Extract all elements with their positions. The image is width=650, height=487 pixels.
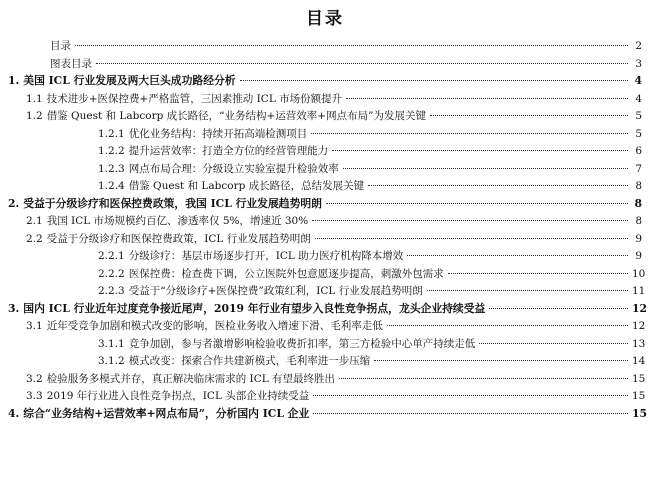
toc-entry[interactable] <box>98 283 646 299</box>
entry-page-number: 2 <box>635 40 642 52</box>
entry-text: 我国 ICL 市场规模约百亿、渗透率仅 5%，增速近 30% <box>46 215 309 227</box>
dot-leader <box>312 220 628 221</box>
entry-page-number: 15 <box>632 390 646 402</box>
toc-entry[interactable] <box>98 266 646 282</box>
toc-entry[interactable] <box>98 248 642 264</box>
toc-entry[interactable] <box>98 161 642 177</box>
entry-page-number: 9 <box>635 250 642 262</box>
entry-text: 技术进步+医保控费+严格监管，三因素推动 ICL 市场份额提升 <box>46 92 343 105</box>
entry-number: 1.2.1 <box>98 127 125 140</box>
dot-leader <box>311 133 628 134</box>
entry-number: 1.2.3 <box>98 162 125 175</box>
dot-leader <box>96 63 628 64</box>
entry-text: 借鉴 Quest 和 Labcorp 成长路径，“业务结构+运营效率+网点布局”为发展关键 <box>46 110 426 122</box>
entry-page-number: 14 <box>632 355 646 367</box>
entry-number: 2.2 <box>26 232 43 245</box>
entry-text: 竞争加剧，参与者激增影响检验收费折扣率，第三方检验中心单产持续走低 <box>128 337 476 350</box>
entry-number: 2.2.2 <box>98 267 125 280</box>
dot-leader <box>368 185 628 186</box>
toc-entry[interactable] <box>98 178 642 194</box>
toc-entry[interactable] <box>26 231 642 247</box>
entry-number: 3.1.1 <box>98 337 125 350</box>
entry-text: 检验服务多模式并存，真正解决临床需求的 ICL 有望最终胜出 <box>46 372 336 385</box>
entry-page-number: 5 <box>635 127 642 140</box>
toc-entry[interactable] <box>46 56 642 72</box>
toc-entry[interactable] <box>26 371 646 387</box>
entry-page-number: 12 <box>632 301 648 315</box>
entry-page-number: 4 <box>634 74 642 87</box>
entry-text: 受益于分级诊疗和医保控费政策，ICL 行业发展趋势明朗 <box>46 232 311 245</box>
toc-entry[interactable] <box>46 38 642 54</box>
entry-text: 图表目录 <box>50 57 92 70</box>
dot-leader <box>430 115 628 116</box>
dot-leader <box>427 290 628 291</box>
entry-page-number: 8 <box>634 196 642 210</box>
toc-entry[interactable] <box>98 143 642 159</box>
dot-leader <box>339 378 628 379</box>
toc-entry[interactable] <box>8 301 648 317</box>
entry-page-number: 7 <box>635 162 642 175</box>
entry-page-number: 3 <box>635 57 642 70</box>
dot-leader <box>448 273 628 274</box>
dot-leader <box>479 343 628 344</box>
dot-leader <box>343 168 628 169</box>
toc-entry[interactable] <box>26 318 646 334</box>
entry-page-number: 15 <box>632 372 646 385</box>
entry-number: 1.2 <box>26 110 43 122</box>
entry-text: 提升运营效率：打造全方位的经营管理能力 <box>128 145 329 157</box>
entry-page-number: 5 <box>635 110 642 122</box>
entry-text: 近年受竞争加剧和模式改变的影响，医检业务收入增速下滑、毛利率走低 <box>46 320 383 332</box>
entry-text: 网点布局合理：分级设立实验室提升检验效率 <box>128 162 339 175</box>
toc-entry[interactable] <box>26 91 642 107</box>
toc-entry[interactable] <box>8 196 642 212</box>
entry-number: 1.1 <box>26 92 43 105</box>
toc-entry[interactable] <box>98 336 646 352</box>
dot-leader <box>315 238 628 239</box>
dot-leader <box>313 395 628 396</box>
toc-entry[interactable] <box>26 388 646 404</box>
entry-page-number: 8 <box>635 215 642 227</box>
entry-page-number: 12 <box>632 320 646 332</box>
entry-page-number: 10 <box>632 267 646 280</box>
dot-leader <box>240 80 628 81</box>
dot-leader <box>326 203 628 204</box>
entry-text: 借鉴 Quest 和 Labcorp 成长路径，总结发展关键 <box>128 180 365 192</box>
toc-entry[interactable] <box>98 353 646 369</box>
entry-text: 受益于“分级诊疗+医保控费”政策红利，ICL 行业发展趋势明朗 <box>128 285 423 297</box>
entry-page-number: 4 <box>635 92 642 105</box>
entry-text: 国内 ICL 行业近年过度竞争接近尾声，2019 年行业有望步入良性竞争拐点，龙头企业持续受益 <box>23 301 486 315</box>
toc-entry[interactable] <box>26 213 642 229</box>
entry-number: 1.2.4 <box>98 180 125 192</box>
toc-entry[interactable] <box>26 108 642 124</box>
entry-number: 1.2.2 <box>98 145 125 157</box>
dot-leader <box>313 413 628 414</box>
toc-entry[interactable] <box>8 406 648 422</box>
entry-page-number: 8 <box>635 180 642 192</box>
dot-leader <box>374 360 628 361</box>
entry-text: 综合“业务结构+运营效率+网点布局”，分析国内 ICL 企业 <box>23 406 310 420</box>
page-title: 目录 <box>306 9 344 29</box>
entry-text: 医保控费：检查费下调，公立医院外包意愿逐步提高，刺激外包需求 <box>128 267 444 280</box>
entry-number: 3. <box>8 301 20 315</box>
dot-leader <box>332 150 628 151</box>
dot-leader <box>489 308 628 309</box>
dot-leader <box>387 325 628 326</box>
entry-number: 4. <box>8 406 20 420</box>
entry-page-number: 11 <box>632 285 646 297</box>
entry-page-number: 15 <box>632 406 648 420</box>
entry-text: 分级诊疗：基层市场逐步打开，ICL 助力医疗机构降本增效 <box>128 250 404 262</box>
entry-page-number: 13 <box>632 337 646 350</box>
entry-number: 3.2 <box>26 372 43 385</box>
dot-leader <box>75 45 628 46</box>
entry-number: 3.1.2 <box>98 355 125 367</box>
toc-entry[interactable] <box>98 126 642 142</box>
entry-text: 模式改变：探索合作共建新模式，毛利率进一步压缩 <box>128 355 371 367</box>
dot-leader <box>346 98 628 99</box>
entry-text: 受益于分级诊疗和医保控费政策，我国 ICL 行业发展趋势明朗 <box>23 196 322 210</box>
entry-number: 2.2.1 <box>98 250 125 262</box>
entry-text: 优化业务结构：持续开拓高端检测项目 <box>128 127 308 140</box>
entry-number: 1. <box>8 74 20 87</box>
entry-number: 2. <box>8 196 20 210</box>
entry-number: 2.2.3 <box>98 285 125 297</box>
entry-number: 2.1 <box>26 215 43 227</box>
dot-leader <box>407 255 628 256</box>
entry-number: 3.1 <box>26 320 43 332</box>
entry-text: 目录 <box>50 40 71 52</box>
toc-entry[interactable] <box>8 73 642 89</box>
entry-page-number: 6 <box>635 145 642 157</box>
entry-text: 美国 ICL 行业发展及两大巨头成功路经分析 <box>23 74 236 87</box>
entry-number: 3.3 <box>26 390 43 402</box>
entry-page-number: 9 <box>635 232 642 245</box>
entry-text: 2019 年行业进入良性竞争拐点，ICL 头部企业持续受益 <box>46 390 310 402</box>
